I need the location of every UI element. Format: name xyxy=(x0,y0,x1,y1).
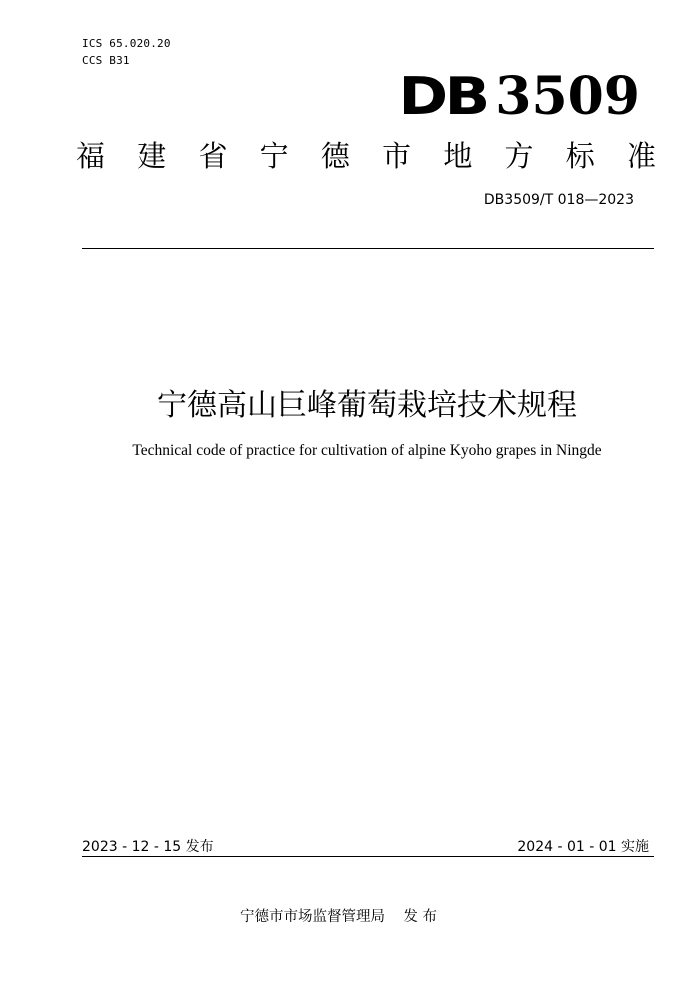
ics-code: ICS 65.020.20 xyxy=(82,37,171,50)
ccs-code: CCS B31 xyxy=(82,54,130,67)
top-divider xyxy=(82,248,654,249)
standard-type-char: 地 xyxy=(443,139,473,173)
standard-type-char: 德 xyxy=(320,139,350,173)
standard-type-char: 福 xyxy=(76,139,106,173)
title-chinese: 宁德高山巨峰葡萄栽培技术规程 xyxy=(157,388,577,423)
standard-type-char: 建 xyxy=(137,139,167,173)
bottom-divider xyxy=(82,856,654,857)
standard-type-char: 方 xyxy=(504,139,534,173)
standard-mark xyxy=(398,66,640,127)
standard-type-char: 准 xyxy=(626,139,656,173)
standard-type-char: 标 xyxy=(565,139,595,173)
standard-type-char: 省 xyxy=(198,139,228,173)
issue-date: 2023 - 12 - 15 发布 xyxy=(82,839,214,855)
issuing-authority: 宁德市市场监督管理局 发 布 xyxy=(240,909,438,925)
standard-mark-code: 3509 xyxy=(495,66,640,127)
standard-type xyxy=(76,134,656,175)
title-english: Technical code of practice for cultivation of alpine Kyoho grapes in Ningde xyxy=(132,442,602,459)
standard-mark-prefix: DB xyxy=(398,67,488,127)
standard-type-char: 宁 xyxy=(259,139,289,173)
standard-number: DB3509/T 018—2023 xyxy=(483,192,634,208)
implementation-date: 2024 - 01 - 01 实施 xyxy=(517,839,649,855)
standard-type-char: 市 xyxy=(382,139,412,173)
